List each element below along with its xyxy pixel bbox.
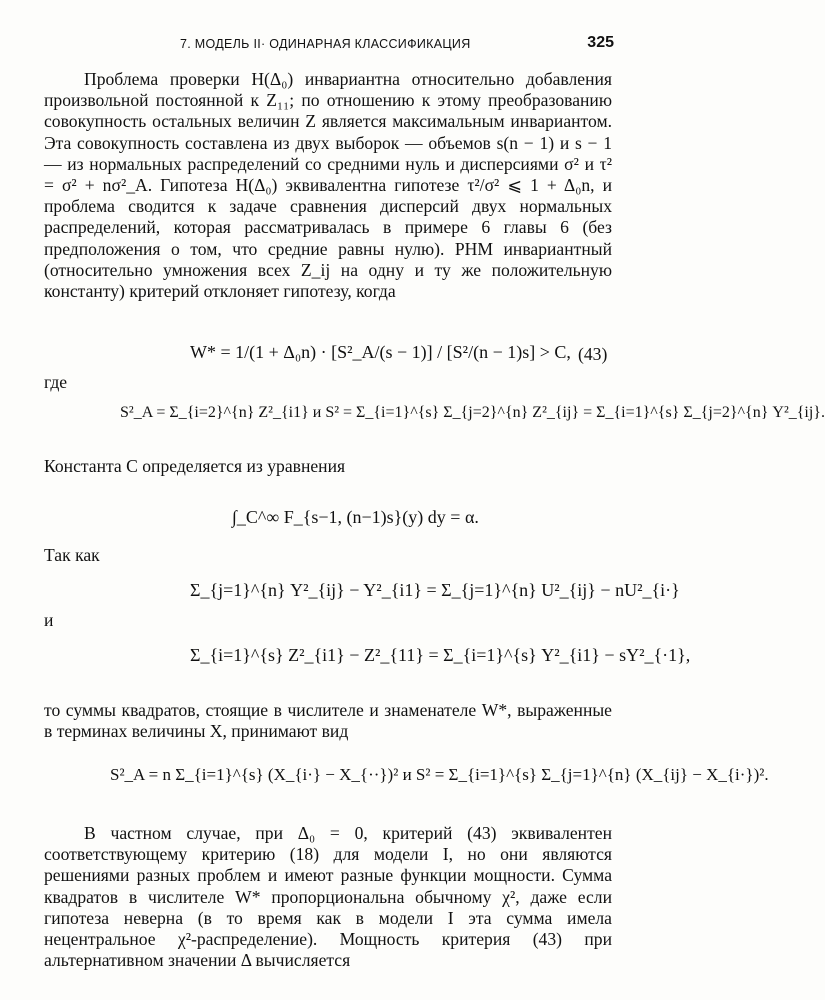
page-number: 325 [587, 34, 614, 51]
equation-z: Σ_{i=1}^{s} Z²_{i1} − Z²_{11} = Σ_{i=1}^{s} Y²_{i1} − sY²_{·1}, [190, 645, 691, 665]
paragraph-1-text: Проблема проверки H(Δ₀) инвариантна относительно добавления произвольной постоянной к Z₁₁; по отношению к этому преобразованию совокупность остальных величин Z является максимальным инвариантом. Эта совокупность составлена из двух выборок — объемов s(n − 1) и s − 1 — из нормальных распределений со средними нуль и дисперсиями σ² и τ² = σ² + nσ²_A. Гипотеза H(Δ₀) эквивалентна гипотезе τ²/σ² ⩽ 1 + Δ₀n, и проблема сводится к задаче сравнения дисперсий двух нормальных распределений, которая рассматривалась в примере 6 главы 6 (без предположения о том, что средние равны нулю). РНМ инвариантный (относительно умножения всех Z_ij на одну и ту же положительную константу) критерий отклоняет гипотезу, когда [44, 69, 612, 302]
paragraph-1 [44, 69, 612, 302]
paragraph-3-text: В частном случае, при Δ₀ = 0, критерий (43) эквивалентен соответствующему критерию (18) для модели I, но они являются решениями разных проблем и имеют разные функции мощности. Сумма квадратов в числителе W* пропорциональна обычному χ², даже если гипотеза неверна (в то время как в модели I эта сумма имела нецентральное χ²-распределение). Мощность критерия (43) при альтернативном значении Δ вычисляется [44, 823, 612, 971]
running-header [30, 34, 614, 56]
constant-line: Константа C определяется из уравнения [44, 456, 346, 476]
paragraph-2: то суммы квадратов, стоящие в числителе и знаменателе W*, выраженные в терминах величины X, принимают вид [44, 700, 612, 742]
equation-43: W* = 1/(1 + Δ₀n) · [S²_A/(s − 1)] / [S²/(n − 1)s] > C, [190, 342, 571, 362]
equation-integral: ∫_C^∞ F_{s−1, (n−1)s}(y) dy = α. [232, 507, 479, 527]
equation-number-43: (43) [578, 344, 608, 364]
equation-y: Σ_{j=1}^{n} Y²_{ij} − Y²_{i1} = Σ_{j=1}^{n} U²_{ij} − nU²_{i·} [190, 580, 680, 600]
equation-x: S²_A = n Σ_{i=1}^{s} (X_{i·} − X_{··})² и S² = Σ_{i=1}^{s} Σ_{j=1}^{n} (X_{ij} − X_{i·})². [110, 765, 769, 784]
and-label: и [44, 610, 54, 630]
paragraph-3 [44, 823, 612, 971]
equation-sums: S²_A = Σ_{i=2}^{n} Z²_{i1} и S² = Σ_{i=1}^{s} Σ_{j=2}^{n} Z²_{ij} = Σ_{i=1}^{s} Σ_{j=2}^{n} Y²_{ij}. [120, 404, 825, 421]
running-title: 7. МОДЕЛЬ II· ОДИНАРНАЯ КЛАССИФИКАЦИЯ [180, 37, 471, 51]
since-label: Так как [44, 545, 100, 565]
where-label: где [44, 372, 68, 392]
